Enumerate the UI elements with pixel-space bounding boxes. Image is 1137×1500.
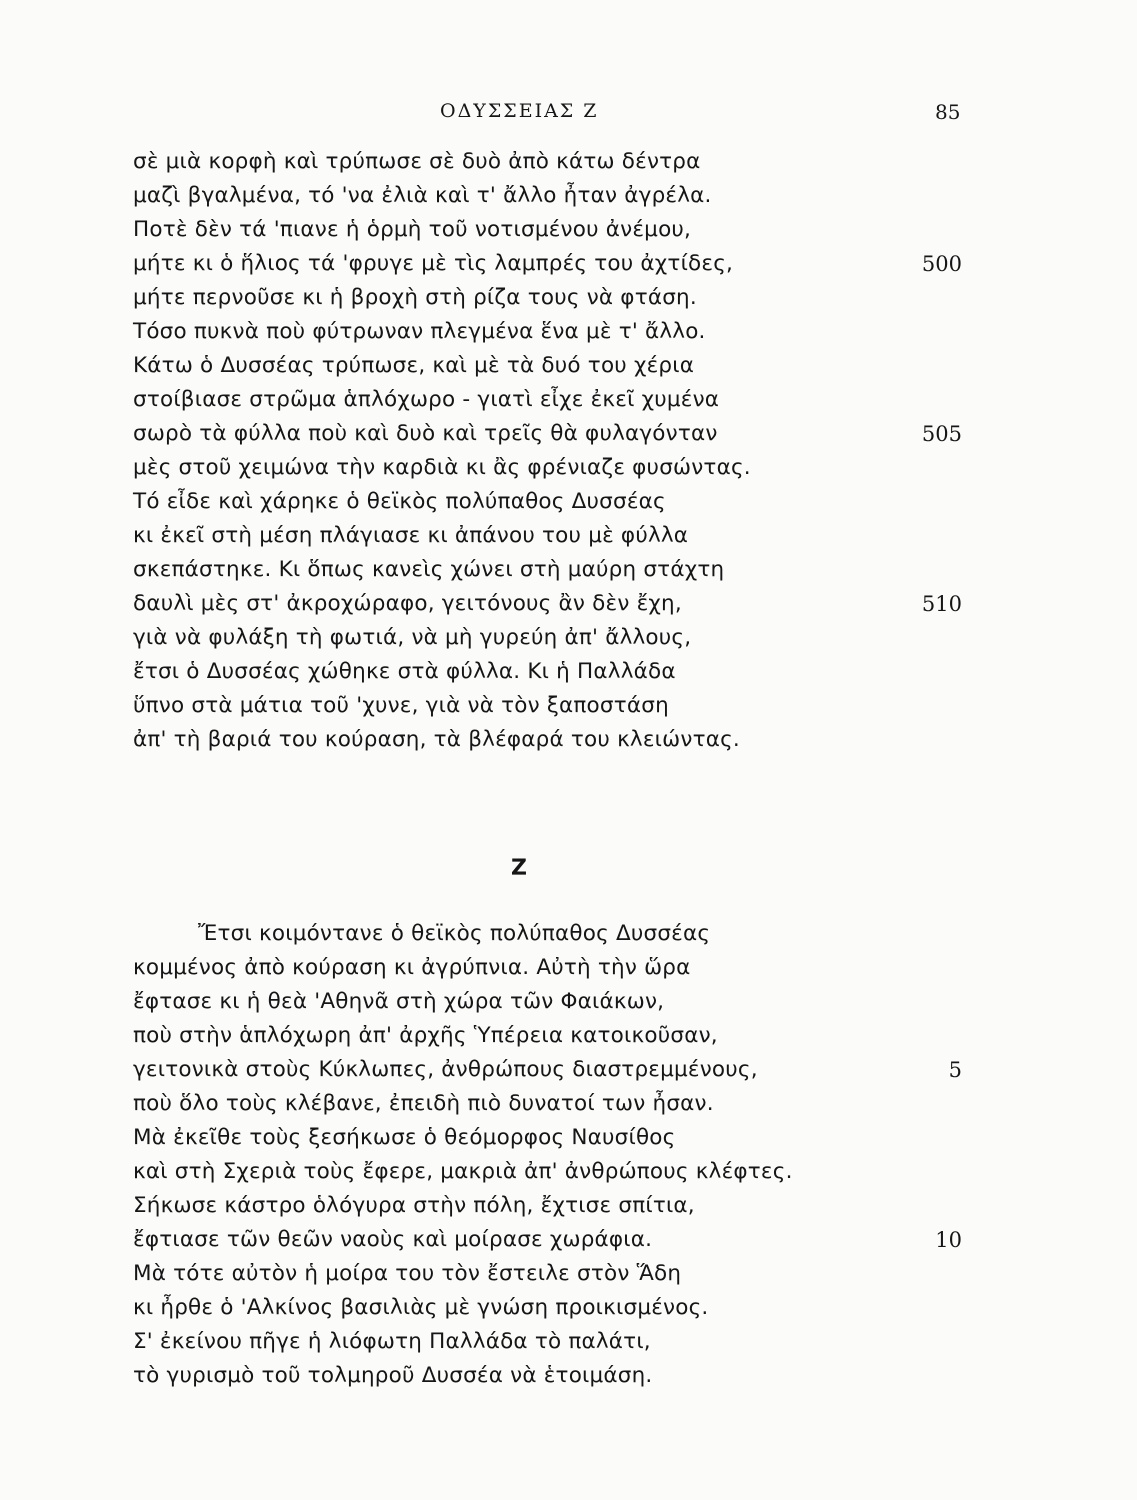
verse-text: ἀπ' τὴ βαριά του κούραση, τὰ βλέφαρά του κλειώντας. — [133, 727, 740, 752]
verse-line — [0, 1121, 1137, 1155]
verse-line — [0, 1359, 1137, 1393]
verse-line — [0, 587, 1137, 621]
verse-line — [0, 1155, 1137, 1189]
verse-text: Σ' ἐκείνου πῆγε ἡ λιόφωτη Παλλάδα τὸ παλάτι, — [133, 1329, 651, 1354]
verse-line — [0, 417, 1137, 451]
verse-text: σὲ μιὰ κορφὴ καὶ τρύπωσε σὲ δυὸ ἀπὸ κάτω δέντρα — [133, 149, 701, 174]
verse-text: στοίβιασε στρῶμα ἁπλόχωρο - γιατὶ εἶχε ἐκεῖ χυμένα — [133, 387, 720, 412]
verse-text: Σήκωσε κάστρο ὁλόγυρα στὴν πόλη, ἔχτισε σπίτια, — [133, 1193, 695, 1218]
verse-text: Τόσο πυκνὰ ποὺ φύτρωναν πλεγμένα ἕνα μὲ τ' ἄλλο. — [133, 319, 706, 344]
verse-line — [0, 281, 1137, 315]
verse-text: κι ἐκεῖ στὴ μέση πλάγιασε κι ἀπάνου του μὲ φύλλα — [133, 523, 689, 548]
verse-line — [0, 1189, 1137, 1223]
verse-text: ἔφτασε κι ἡ θεὰ 'Αθηνᾶ στὴ χώρα τῶν Φαιάκων, — [133, 989, 665, 1014]
verse-text: κομμένος ἀπὸ κούραση κι ἀγρύπνια. Αὐτὴ τὴν ὥρα — [133, 955, 691, 980]
verse-text: δαυλὶ μὲς στ' ἀκροχώραφο, γειτόνους ἂν δὲν ἔχη, — [133, 591, 682, 616]
line-number: 500 — [921, 252, 962, 276]
verse-text: μήτε κι ὁ ἥλιος τά 'φρυγε μὲ τὶς λαμπρές του ἀχτίδες, — [133, 251, 734, 276]
verse-text: ποὺ στὴν ἁπλόχωρη ἀπ' ἀρχῆς Ὑπέρεια κατοικοῦσαν, — [133, 1023, 718, 1048]
verse-text: σωρὸ τὰ φύλλα ποὺ καὶ δυὸ καὶ τρεῖς θὰ φυλαγόνταν — [133, 421, 718, 446]
verse-line — [0, 349, 1137, 383]
verse-text: ὕπνο στὰ μάτια τοῦ 'χυνε, γιὰ νὰ τὸν ξαποστάση — [133, 693, 669, 718]
verse-line — [0, 1325, 1137, 1359]
verse-text: Μὰ ἐκεῖθε τοὺς ξεσήκωσε ὁ θεόμορφος Ναυσίθος — [133, 1125, 676, 1150]
verse-text: Κάτω ὁ Δυσσέας τρύπωσε, καὶ μὲ τὰ δυό του χέρια — [133, 353, 695, 378]
verse-line — [0, 951, 1137, 985]
page-number: 85 — [935, 100, 961, 124]
verse-text: ἔτσι ὁ Δυσσέας χώθηκε στὰ φύλλα. Κι ἡ Παλλάδα — [133, 659, 676, 684]
line-number: 10 — [935, 1228, 962, 1252]
verse-line — [0, 553, 1137, 587]
verse-line — [0, 1053, 1137, 1087]
verse-text: κι ἦρθε ὁ 'Αλκίνος βασιλιὰς μὲ γνώση προικισμένος. — [133, 1295, 709, 1320]
verse-text: καὶ στὴ Σχεριὰ τοὺς ἔφερε, μακριὰ ἀπ' ἀνθρώπους κλέφτες. — [133, 1159, 793, 1184]
verse-line — [0, 723, 1137, 757]
verse-text: μὲς στοῦ χειμώνα τὴν καρδιὰ κι ἂς φρένιαζε φυσώντας. — [133, 455, 751, 480]
verse-line — [0, 621, 1137, 655]
verse-line — [0, 1223, 1137, 1257]
verse-text: μήτε περνοῦσε κι ἡ βροχὴ στὴ ρίζα τους νὰ φτάση. — [133, 285, 697, 310]
verse-text: γιὰ νὰ φυλάξη τὴ φωτιά, νὰ μὴ γυρεύη ἀπ' ἄλλους, — [133, 625, 692, 650]
verse-line — [0, 1019, 1137, 1053]
verse-line — [0, 315, 1137, 349]
verse-line — [0, 213, 1137, 247]
verse-line — [0, 1257, 1137, 1291]
section-heading: Ζ — [511, 856, 527, 881]
verse-text: ποὺ ὅλο τοὺς κλέβανε, ἐπειδὴ πιὸ δυνατοί των ἦσαν. — [133, 1091, 714, 1116]
verse-line — [0, 655, 1137, 689]
verse-text: Ἔτσι κοιμόντανε ὁ θεϊκὸς πολύπαθος Δυσσέας — [198, 921, 711, 946]
line-number: 510 — [921, 592, 962, 616]
verse-line — [0, 145, 1137, 179]
verse-text: Ποτὲ δὲν τά 'πιανε ἡ ὁρμὴ τοῦ νοτισμένου ἀνέμου, — [133, 217, 692, 242]
verse-text: σκεπάστηκε. Κι ὅπως κανεὶς χώνει στὴ μαύρη στάχτη — [133, 557, 725, 582]
verse-line — [0, 485, 1137, 519]
verse-text: γειτονικὰ στοὺς Κύκλωπες, ἀνθρώπους διαστρεμμένους, — [133, 1057, 758, 1082]
verse-text: ἔφτιασε τῶν θεῶν ναοὺς καὶ μοίρασε χωράφια. — [133, 1227, 653, 1252]
verse-line — [0, 985, 1137, 1019]
verse-line — [0, 519, 1137, 553]
verse-line — [0, 383, 1137, 417]
verse-line — [0, 179, 1137, 213]
verse-line — [0, 451, 1137, 485]
verse-line — [0, 247, 1137, 281]
verse-line — [0, 1291, 1137, 1325]
verse-line — [0, 689, 1137, 723]
verse-text: Τό εἶδε καὶ χάρηκε ὁ θεϊκὸς πολύπαθος Δυσσέας — [133, 489, 666, 514]
verse-text: Μὰ τότε αὐτὸν ἡ μοίρα του τὸν ἔστειλε στὸν Ἅδη — [133, 1261, 682, 1286]
verse-line — [0, 1087, 1137, 1121]
line-number: 505 — [921, 422, 962, 446]
verse-text: μαζὶ βγαλμένα, τό 'να ἐλιὰ καὶ τ' ἄλλο ἦταν ἀγρέλα. — [133, 183, 712, 208]
running-header: ΟΔΥΣΣΕΙΑΣ Ζ — [440, 100, 599, 122]
verse-text: τὸ γυρισμὸ τοῦ τολμηροῦ Δυσσέα νὰ ἑτοιμάση. — [133, 1363, 653, 1388]
verse-line — [0, 917, 1137, 951]
line-number: 5 — [948, 1058, 962, 1082]
